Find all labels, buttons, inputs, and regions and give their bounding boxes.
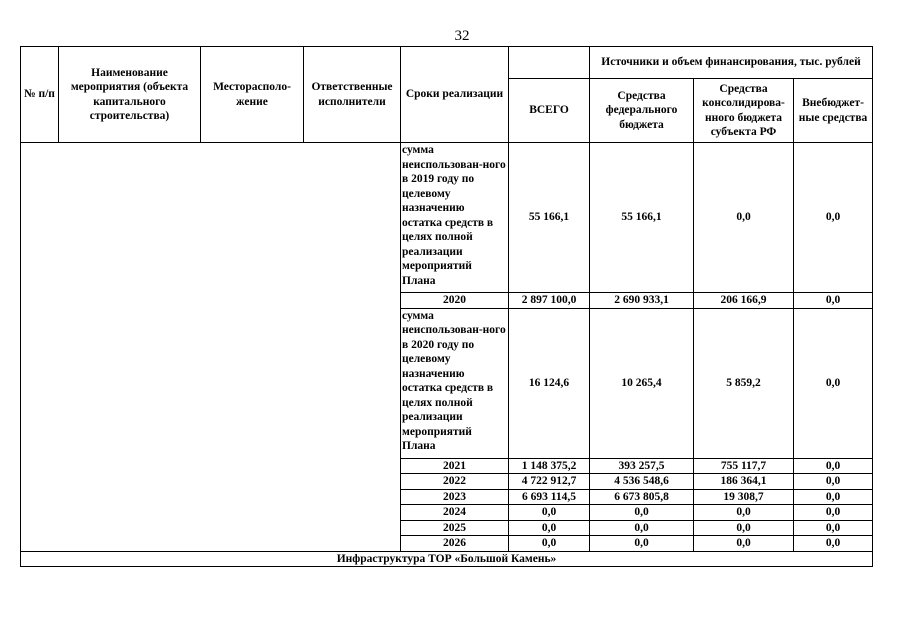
header-num: № п/п [21,47,59,143]
extra-cell: 0,0 [794,474,873,490]
total-cell: 4 722 912,7 [509,474,590,490]
term-cell: 2026 [401,536,509,552]
header-name: Наименование мероприятия (объекта капитального строительства) [59,47,201,143]
header-regional: Средства консолидирова-нного бюджета субъекта РФ [694,79,794,143]
header-sources: Источники и объем финансирования, тыс. рублей [590,47,873,79]
extra-cell: 0,0 [794,458,873,474]
header-responsible: Ответственные исполнители [304,47,401,143]
header-extra: Внебюджет-ные средства [794,79,873,143]
term-cell: 2023 [401,489,509,505]
extra-cell: 0,0 [794,489,873,505]
extra-cell: 0,0 [794,505,873,521]
section-title: Инфраструктура ТОР «Большой Камень» [21,551,873,567]
page-number: 32 [454,28,470,44]
header-terms: Сроки реализации [401,47,509,143]
federal-cell: 6 673 805,8 [590,489,694,505]
header-federal: Средства федерального бюджета [590,79,694,143]
term-cell: 2022 [401,474,509,490]
regional-cell: 0,0 [694,505,794,521]
term-cell: 2020 [401,293,509,309]
financing-table [20,46,873,567]
extra-cell: 0,0 [794,536,873,552]
regional-cell: 186 364,1 [694,474,794,490]
federal-cell: 2 690 933,1 [590,293,694,309]
term-cell: 2025 [401,520,509,536]
federal-cell: 0,0 [590,536,694,552]
total-cell: 6 693 114,5 [509,489,590,505]
total-cell: 16 124,6 [509,308,590,458]
total-cell: 2 897 100,0 [509,293,590,309]
extra-cell: 0,0 [794,293,873,309]
regional-cell: 5 859,2 [694,308,794,458]
header-location: Месторасполо-жение [201,47,304,143]
federal-cell: 4 536 548,6 [590,474,694,490]
federal-cell: 0,0 [590,520,694,536]
federal-cell: 55 166,1 [590,143,694,293]
total-cell: 0,0 [509,536,590,552]
regional-cell: 206 166,9 [694,293,794,309]
term-cell: 2024 [401,505,509,521]
total-cell: 0,0 [509,520,590,536]
extra-cell: 0,0 [794,143,873,293]
term-cell: сумма неиспользован-ного в 2020 году по целевому назначению остатка средств в целях полной реализации мероприятий Плана [401,308,509,458]
total-cell: 1 148 375,2 [509,458,590,474]
regional-cell: 755 117,7 [694,458,794,474]
regional-cell: 0,0 [694,536,794,552]
federal-cell: 10 265,4 [590,308,694,458]
regional-cell: 0,0 [694,143,794,293]
term-cell: сумма неиспользован-ного в 2019 году по целевому назначению остатка средств в целях полной реализации мероприятий Плана [401,143,509,293]
regional-cell: 19 308,7 [694,489,794,505]
total-cell: 0,0 [509,505,590,521]
federal-cell: 0,0 [590,505,694,521]
extra-cell: 0,0 [794,520,873,536]
header-total: ВСЕГО [509,79,590,143]
regional-cell: 0,0 [694,520,794,536]
term-cell: 2021 [401,458,509,474]
federal-cell: 393 257,5 [590,458,694,474]
total-cell: 55 166,1 [509,143,590,293]
extra-cell: 0,0 [794,308,873,458]
